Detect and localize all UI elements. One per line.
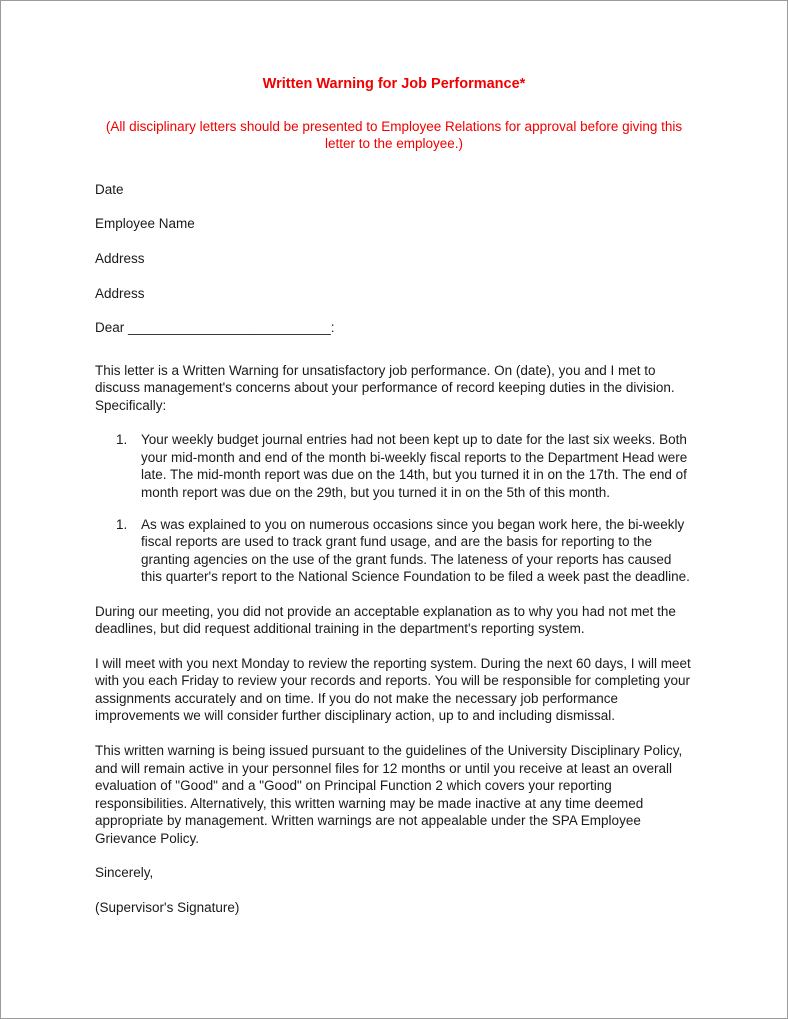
address-block xyxy=(95,181,693,302)
salutation-line: Dear ___________________________: xyxy=(95,320,335,336)
closing-line: Sincerely, xyxy=(95,865,154,881)
list-item-number: 1. xyxy=(116,432,128,448)
signature-line: (Supervisor's Signature) xyxy=(95,899,240,915)
intro-paragraph: This letter is a Written Warning for unsatisfactory job performance. On (date), you and I met to discuss management's concerns about your performance of record keeping duties in the division. Specifically: xyxy=(95,362,675,413)
numbered-list xyxy=(95,431,693,585)
field-address-2: Address xyxy=(95,285,145,301)
body-paragraph-followup: I will meet with you next Monday to review the reporting system. During the next 60 days, I will meet with you each Friday to review your records and reports. You will be responsible for completing your assignments accurately and on time. If you do not make the necessary job performance improvements we will consider further disciplinary action, up to and including dismissal. xyxy=(95,655,691,724)
field-employee-name: Employee Name xyxy=(95,216,195,232)
list-item-text: As was explained to you on numerous occasions since you began work here, the bi-weekly fiscal reports are used to track grant fund usage, and are the basis for reporting to the granting agencies on the use of the grant funds. The lateness of your reports has caused this quarter's report to the National Science Foundation to be filed a week past the deadline. xyxy=(141,516,690,585)
list-item xyxy=(95,431,693,501)
field-address-1: Address xyxy=(95,251,145,267)
field-date: Date xyxy=(95,181,124,197)
approval-note: (All disciplinary letters should be presented to Employee Relations for approval before giving this letter to the employee.) xyxy=(105,118,683,152)
list-item xyxy=(95,516,693,586)
list-item-number: 1. xyxy=(116,516,128,532)
body-paragraph-policy: This written warning is being issued pursuant to the guidelines of the University Disciplinary Policy, and will remain active in your personnel files for 12 months or until you receive at least an overall evaluation of "Good" and a "Good" on Principal Function 2 which covers your reporting responsibilities. Alternatively, this written warning may be made inactive at any time deemed appropriate by management. Written warnings are not appealable under the SPA Employee Grievance Policy. xyxy=(95,742,683,846)
list-item-text: Your weekly budget journal entries had not been kept up to date for the last six weeks. Both your mid-month and end of the month bi-weekly fiscal reports to the Department Head were late. The mid-month report was due on the 14th, but you turned it in on the 17th. The end of month report was due on the 29th, but you turned it in on the 5th of this month. xyxy=(141,432,688,500)
document-title: Written Warning for Job Performance* xyxy=(262,76,526,92)
body-paragraph-meeting: During our meeting, you did not provide an acceptable explanation as to why you had not met the deadlines, but did request additional training in the department's reporting system. xyxy=(95,603,676,637)
